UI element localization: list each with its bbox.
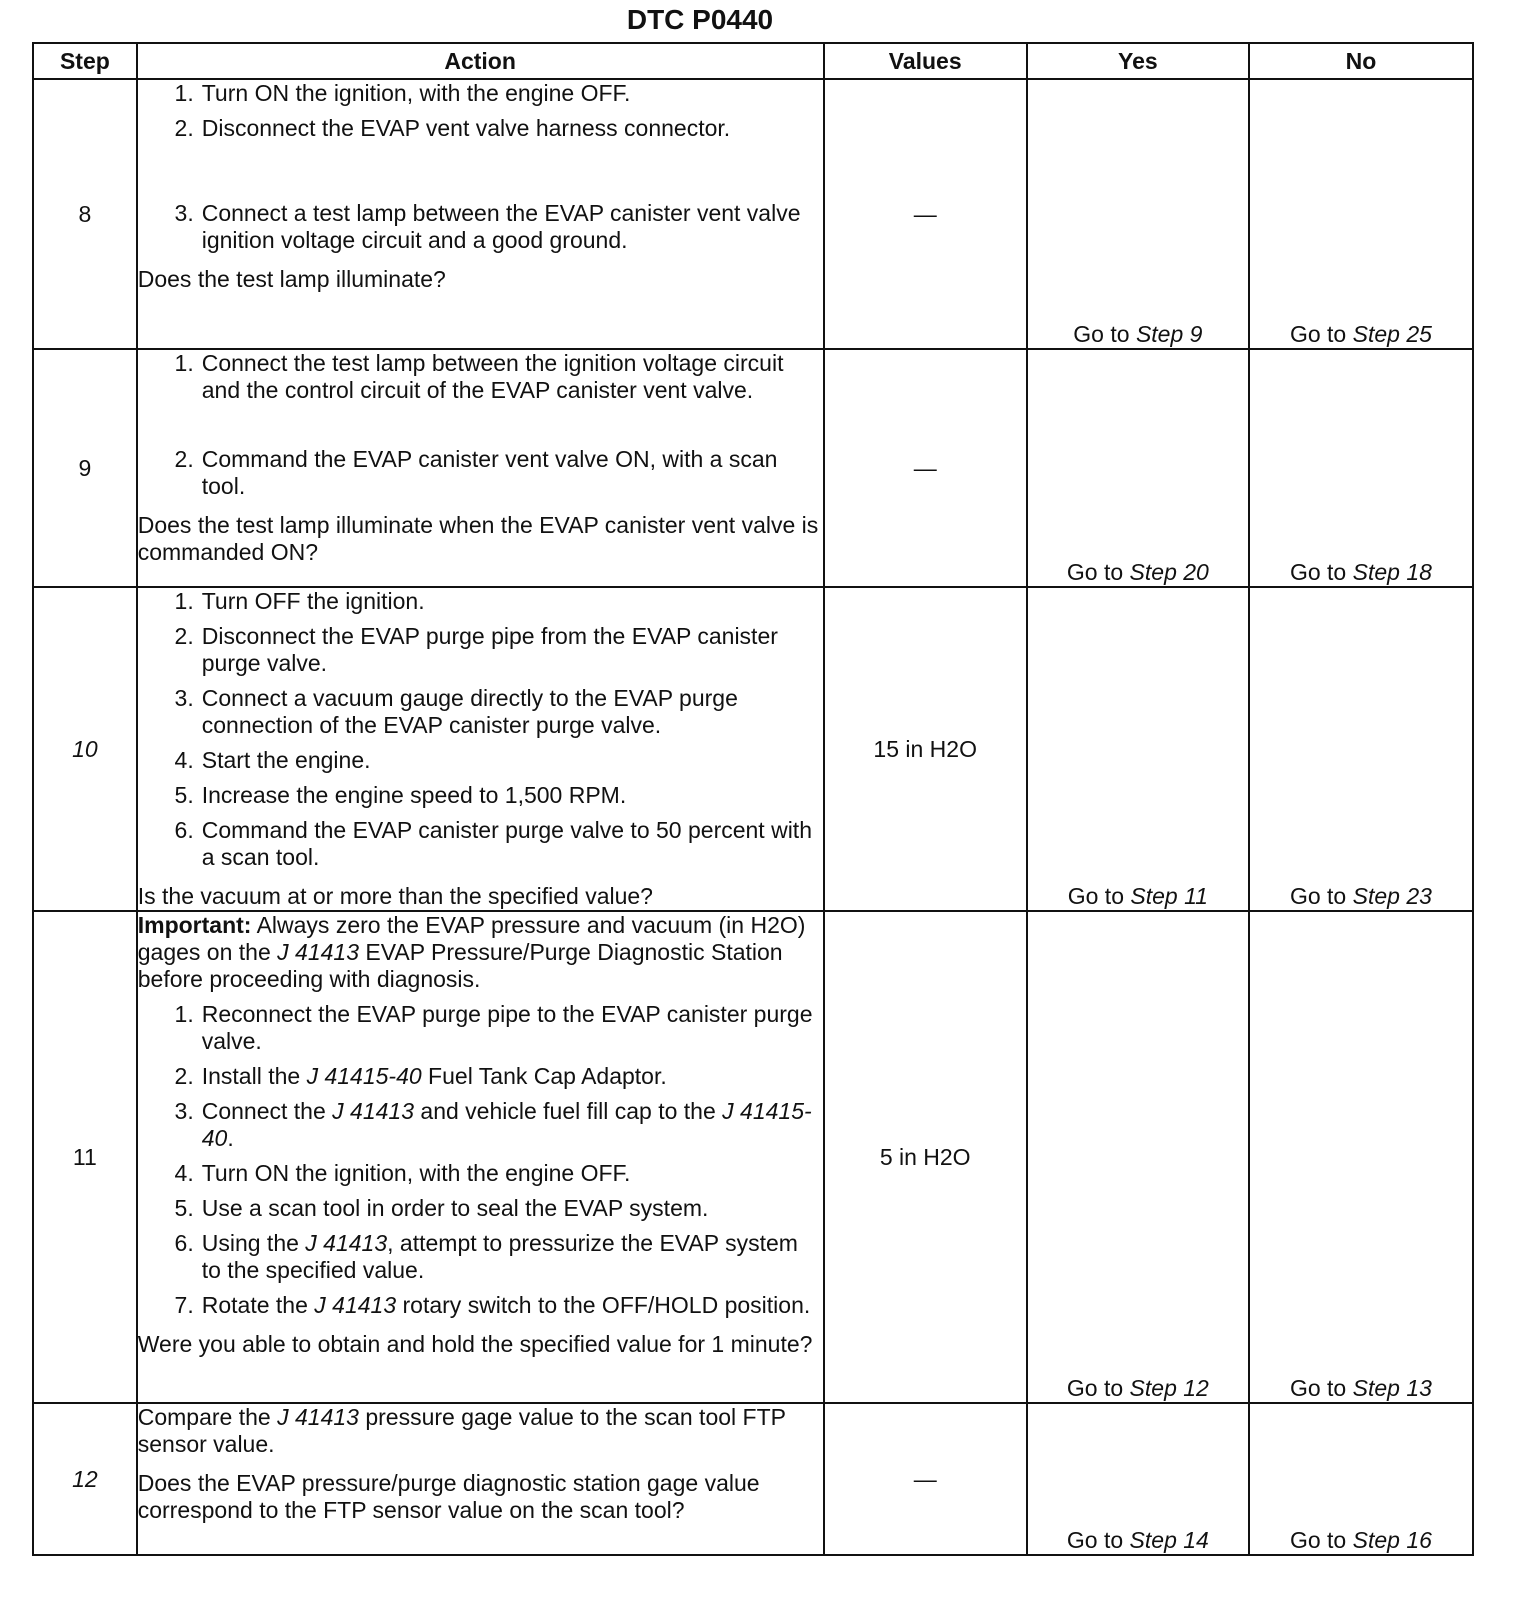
list-item: 3. Connect a test lamp between the EVAP canister vent valve ignition voltage circuit and a good ground.	[174, 200, 801, 253]
action-steps	[138, 588, 823, 879]
action-content	[138, 588, 823, 910]
no-step-ref: Step 16	[1352, 1527, 1432, 1553]
action-content	[138, 1404, 823, 1524]
list-item: 5. Increase the engine speed to 1,500 RPM.	[174, 782, 627, 808]
table-row-step-10	[33, 587, 1473, 911]
header-yes: Yes	[1027, 43, 1249, 79]
question-text: Does the EVAP pressure/purge diagnostic station gage value correspond to the FTP sensor value on the scan tool?	[137, 1470, 760, 1523]
header-values: Values	[824, 43, 1027, 79]
question-text: Does the test lamp illuminate?	[137, 266, 446, 292]
list-item: 6. Command the EVAP canister purge valve to 50 percent with a scan tool.	[174, 817, 812, 870]
compare-instruction: Compare the J 41413 pressure gage value to the scan tool FTP sensor value.	[137, 1404, 786, 1457]
action-cell	[137, 1403, 824, 1555]
table-row-step-8	[33, 79, 1473, 349]
action-content	[138, 350, 823, 566]
no-cell: Go to Step 13	[1249, 911, 1473, 1403]
list-item: 2. Disconnect the EVAP purge pipe from the EVAP canister purge valve.	[174, 623, 778, 676]
action-content	[138, 80, 823, 293]
yes-step-ref: Step 9	[1135, 321, 1203, 347]
yes-step-ref: Step 20	[1129, 559, 1209, 585]
list-item: 2. Disconnect the EVAP vent valve harness connector.	[174, 115, 731, 141]
list-item: 1. Reconnect the EVAP purge pipe to the EVAP canister purge valve.	[174, 1001, 813, 1054]
action-cell	[137, 79, 824, 349]
question-text: Does the test lamp illuminate when the EVAP canister vent valve is commanded ON?	[137, 512, 819, 565]
no-step-ref: Step 18	[1352, 559, 1432, 585]
dtc-table	[32, 42, 1474, 1556]
action-cell	[137, 911, 824, 1403]
list-item: 3. Connect the J 41413 and vehicle fuel fill cap to the J 41415-40.	[174, 1098, 812, 1151]
list-item: 7. Rotate the J 41413 rotary switch to the OFF/HOLD position.	[174, 1292, 811, 1318]
no-step-ref: Step 23	[1352, 883, 1432, 909]
step-number: 10	[33, 587, 137, 911]
value-cell: —	[824, 1403, 1027, 1555]
list-item: 1. Turn OFF the ignition.	[174, 588, 425, 614]
yes-cell: Go to Step 9	[1027, 79, 1249, 349]
yes-cell: Go to Step 20	[1027, 349, 1249, 587]
no-step-ref: Step 13	[1352, 1375, 1432, 1401]
action-cell	[137, 349, 824, 587]
yes-step-ref: Step 12	[1129, 1375, 1209, 1401]
value-cell: 5 in H2O	[824, 911, 1027, 1403]
list-item: 6. Using the J 41413, attempt to pressurize the EVAP system to the specified value.	[174, 1230, 798, 1283]
header-step: Step	[33, 43, 137, 79]
list-item: 2. Command the EVAP canister vent valve ON, with a scan tool.	[174, 446, 778, 499]
list-item: 1. Turn ON the ignition, with the engine OFF.	[174, 80, 631, 106]
step-number: 8	[33, 79, 137, 349]
yes-cell: Go to Step 12	[1027, 911, 1249, 1403]
no-cell: Go to Step 18	[1249, 349, 1473, 587]
step-number: 12	[33, 1403, 137, 1555]
yes-cell: Go to Step 14	[1027, 1403, 1249, 1555]
value-cell: —	[824, 79, 1027, 349]
list-item: 2. Install the J 41415-40 Fuel Tank Cap Adaptor.	[174, 1063, 667, 1089]
list-item: 4. Turn ON the ignition, with the engine OFF.	[174, 1160, 631, 1186]
page-title: DTC P0440	[626, 4, 774, 35]
no-cell: Go to Step 16	[1249, 1403, 1473, 1555]
table-row-step-12	[33, 1403, 1473, 1555]
yes-step-ref: Step 14	[1129, 1527, 1209, 1553]
list-item: 3. Connect a vacuum gauge directly to the EVAP purge connection of the EVAP canister purge valve.	[174, 685, 738, 738]
table-row-step-11	[33, 911, 1473, 1403]
list-item: 4. Start the engine.	[174, 747, 371, 773]
action-steps	[138, 80, 823, 262]
yes-cell: Go to Step 11	[1027, 587, 1249, 911]
no-step-ref: Step 25	[1352, 321, 1432, 347]
header-row	[33, 43, 1473, 79]
action-steps	[138, 1001, 823, 1319]
important-label: Important:	[137, 912, 252, 938]
action-content	[138, 912, 823, 1358]
action-steps	[138, 350, 823, 508]
no-cell: Go to Step 23	[1249, 587, 1473, 911]
header-action: Action	[137, 43, 824, 79]
value-cell: —	[824, 349, 1027, 587]
step-number: 11	[33, 911, 137, 1403]
yes-step-ref: Step 11	[1130, 883, 1208, 909]
no-cell: Go to Step 25	[1249, 79, 1473, 349]
action-cell	[137, 587, 824, 911]
question-text: Is the vacuum at or more than the specified value?	[137, 883, 653, 909]
header-no: No	[1249, 43, 1473, 79]
table-row-step-9	[33, 349, 1473, 587]
list-item: 1. Connect the test lamp between the ignition voltage circuit and the control circuit of the EVAP canister vent valve.	[174, 350, 784, 403]
value-cell: 15 in H2O	[824, 587, 1027, 911]
list-item: 5. Use a scan tool in order to seal the EVAP system.	[174, 1195, 709, 1221]
important-note: Important: Always zero the EVAP pressure and vacuum (in H2O) gages on the J 41413 EVAP Pressure/Purge Diagnostic Station before proceeding with diagnosis.	[137, 912, 806, 992]
question-text: Were you able to obtain and hold the specified value for 1 minute?	[137, 1331, 813, 1357]
step-number: 9	[33, 349, 137, 587]
